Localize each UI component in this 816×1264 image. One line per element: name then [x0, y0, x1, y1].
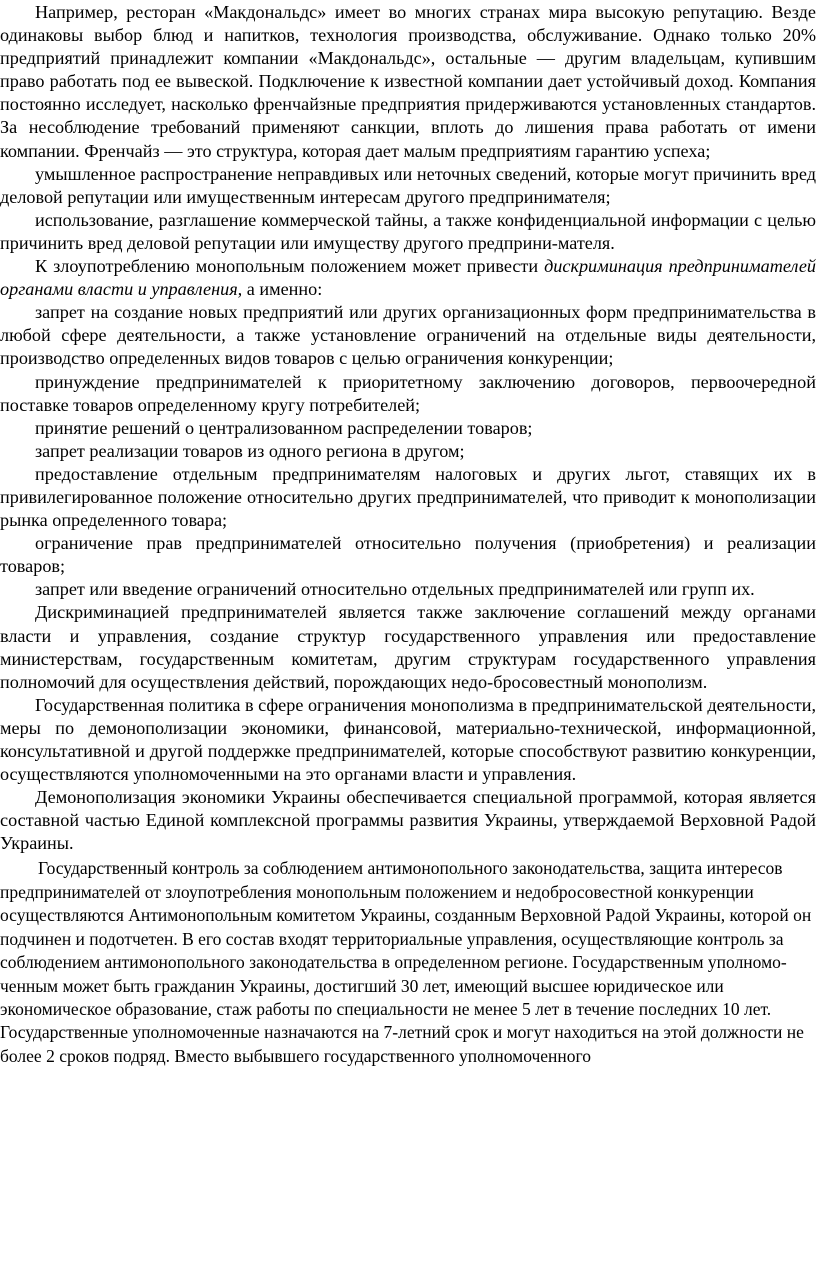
- paragraph-state-policy: Государственная политика в сфере ограничения монополизма в предпринимательской деятельности, меры по демонополизации экономики, финансовой, материально-технической, информационной, консультативной и другой поддержке предпринимателей, которые способствуют развитию конкуренции, осуществляются уполномоченными на это органами власти и управления.: [0, 694, 816, 785]
- final-section: [0, 857, 816, 1068]
- paragraph-state-control: Государственный контроль за соблюдением антимонопольного законодательства, защита интересов предпринимателей от злоупотребления монопольным положением и недобросовестной конкуренции осуществляются Антимонопольным комитетом Украины, созданным Верховной Радой Украины, которой он подчинен и подотчетен. В его состав входят территориальные управления, осуществляющие контроль за соблюдением антимонопольного законодательства в определенном регионе. Государственным уполномо-ченным может быть гражданин Украины, достигший 30 лет, имеющий высшее юридическое или экономическое образование, стаж работы по специальности не менее 5 лет в течение последних 10 лет. Государственные уполномоченные назначаются на 7-летний срок и могут находиться на этой должности не более 2 сроков подряд. Вместо выбывшего государственного уполномоченного: [0, 858, 812, 1066]
- intro-text: К злоупотреблению монопольным положением может привести: [35, 256, 545, 277]
- paragraph-franchise: Например, ресторан «Макдональдс» имеет во многих странах мира высокую репутацию. Везде одинаковы выбор блюд и напитков, технология производства, обслуживание. Однако только 20% предприятий принадлежит компании «Макдональдс», остальные — другим владельцам, купившим право работать под ее вывеской. Подключение к известной компании дает устойчивый доход. Компания постоянно исследует, насколько френчайзные предприятия придерживаются установленных стандартов. За несоблюдение требований применяют санкции, вплоть до лишения права работать от имени компании. Френчайз — это структура, которая дает малым предприятиям гарантию успеха;: [0, 2, 816, 161]
- list-item: ограничение прав предпринимателей относительно получения (приобретения) и реализации товаров;: [0, 533, 816, 577]
- list-item: запрет реализации товаров из одного региона в другом;: [35, 440, 465, 461]
- list-item: запрет на создание новых предприятий или других организационных форм предпринимательства в любой сфере деятельности, а также установление ограничений на отдельные виды деятельности, производство определенных видов товаров с целью ограничения конкуренции;: [0, 302, 816, 369]
- list-item: предоставление отдельным предпринимателям налоговых и других льгот, ставящих их в привилегированное положение относительно других предпринимателей, что приводит к монополизации рынка определенного товара;: [0, 463, 816, 531]
- paragraph-trade-secret: использование, разглашение коммерческой тайны, а также конфиденциальной информации с целью причинить вред деловой репутации или имуществу другого предприни-мателя.: [0, 209, 816, 253]
- intro-tail: а именно:: [242, 279, 323, 300]
- list-item: принятие решений о централизованном распределении товаров;: [35, 417, 533, 438]
- list-item: принуждение предпринимателей к приоритетному заключению договоров, первоочередной поставке товаров определенному кругу потребителей;: [0, 371, 816, 415]
- intro-italic: дискриминация предпринимателей органами власти и управления,: [0, 256, 816, 300]
- paragraph-false-info: умышленное распространение неправдивых или неточных сведений, которые могут причинить вред деловой репутации или имущественным интересам другого предпринимателя;: [0, 163, 816, 207]
- paragraph-discrimination: Дискриминацией предпринимателей является также заключение соглашений между органами власти и управления, создание структур государственного управления или предоставление министерствам, государственным комитетам, другим структурам государственного управления полномочий для осуществления действий, порождающих недо-бросовестный монополизм.: [0, 602, 816, 692]
- paragraph-demonopolization: Демонополизация экономики Украины обеспечивается специальной программой, которая является составной частью Единой комплексной программы развития Украины, утверждаемой Верховной Радой Украины.: [0, 787, 816, 854]
- paragraph-discrimination-intro: [0, 255, 816, 301]
- list-item: запрет или введение ограничений относительно отдельных предпринимателей или групп их.: [35, 579, 755, 600]
